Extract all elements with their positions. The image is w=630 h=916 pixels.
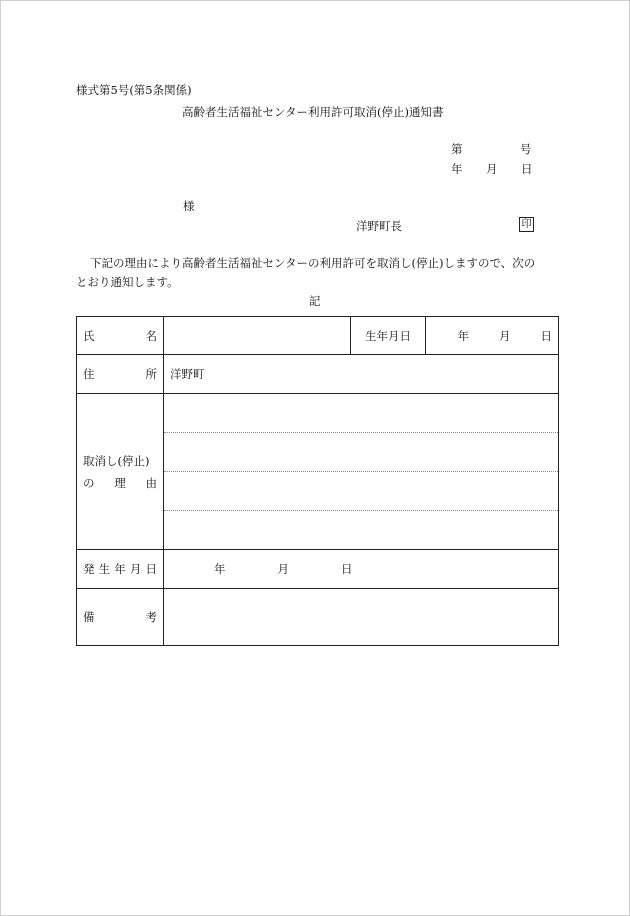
- reason-label-char: 由: [145, 475, 157, 490]
- dob-value-cell[interactable]: [426, 317, 559, 355]
- seal-mark: 印: [519, 217, 534, 232]
- document-title: 高齢者生活福祉センター利用許可取消(停止)通知書: [182, 105, 444, 119]
- address-label-cell: [77, 355, 164, 394]
- remarks-label-char: 考: [145, 610, 157, 624]
- occurrence-label-char: 発: [83, 562, 95, 576]
- doc-number-prefix: 第: [451, 142, 463, 156]
- doc-number-suffix: 号: [520, 142, 532, 156]
- remarks-label-cell: [77, 589, 164, 646]
- issue-day-label: 日: [521, 162, 533, 176]
- occurrence-label-char: 年: [114, 562, 126, 576]
- dob-year-unit: 年: [457, 328, 469, 343]
- name-value-cell[interactable]: [164, 317, 351, 355]
- ki-heading: 記: [309, 294, 321, 308]
- reason-line: [164, 472, 558, 511]
- addressee-honorific: 様: [183, 199, 195, 213]
- name-label-char: 氏: [83, 328, 95, 343]
- body-text-line-1: 下記の理由により高齢者生活福祉センターの利用許可を取消し(停止)しますので、次の: [90, 256, 536, 270]
- form-number: 様式第5号(第5条関係): [76, 83, 192, 97]
- address-row: [77, 355, 559, 394]
- dob-label-cell: [351, 317, 426, 355]
- name-label-cell: [77, 317, 164, 355]
- name-label-char: 名: [145, 328, 157, 343]
- issue-year-label: 年: [451, 162, 463, 176]
- reason-label-cell: [77, 394, 164, 550]
- occurrence-value-cell[interactable]: [164, 550, 559, 589]
- dob-day-unit: 日: [540, 328, 552, 343]
- notice-form-table: [76, 316, 559, 646]
- dob-month-unit: 月: [499, 328, 511, 343]
- reason-line: [164, 511, 558, 549]
- occurrence-label-char: 月: [129, 562, 142, 576]
- address-label-char: 所: [145, 367, 157, 381]
- address-value: 洋野町: [170, 367, 205, 381]
- occurrence-day-unit: 日: [341, 562, 353, 576]
- reason-line: [164, 433, 558, 472]
- occurrence-label-char: 生: [98, 562, 111, 576]
- occurrence-year-unit: 年: [214, 562, 226, 576]
- reason-label-char: の: [83, 475, 95, 490]
- occurrence-label-cell: [77, 550, 164, 589]
- remarks-row: [77, 589, 559, 646]
- name-row: [77, 317, 559, 355]
- body-text-line-2: とおり通知します。: [76, 275, 179, 289]
- reason-label-line-1: 取消し(停止): [83, 453, 150, 468]
- occurrence-date-row: [77, 550, 559, 589]
- reason-label-char: 理: [114, 475, 126, 490]
- reason-value-cell[interactable]: [164, 394, 559, 550]
- reason-line: [164, 394, 558, 433]
- dob-label: 生年月日: [365, 328, 411, 343]
- address-label-char: 住: [83, 367, 95, 381]
- occurrence-month-unit: 月: [277, 562, 289, 576]
- reason-row: [77, 394, 559, 550]
- sender-name: 洋野町長: [356, 219, 402, 233]
- occurrence-label-char: 日: [145, 562, 157, 576]
- issue-month-label: 月: [486, 162, 498, 176]
- remarks-label-char: 備: [83, 610, 95, 624]
- remarks-value-cell[interactable]: [164, 589, 559, 646]
- address-value-cell[interactable]: [164, 355, 559, 394]
